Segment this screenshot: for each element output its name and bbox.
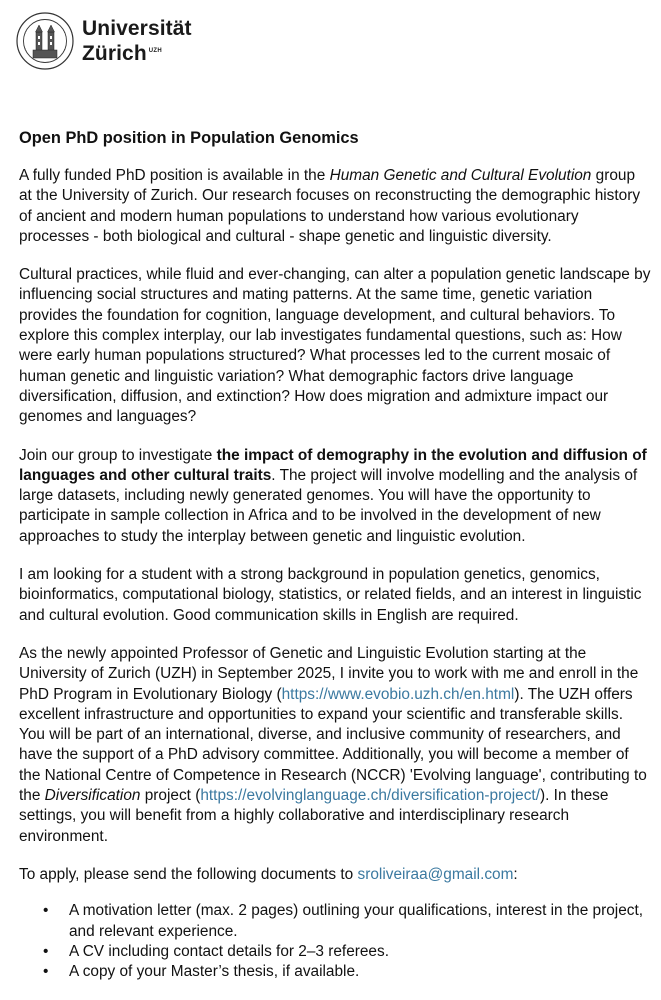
diversification-project-name: Diversification xyxy=(44,787,141,805)
program-text-4: ). In these settings, you will benefit from a highly collaborative and interdisciplinary research environment. xyxy=(19,787,609,845)
bullet-icon: • xyxy=(43,963,49,981)
project-text-start: Join our group to investigate xyxy=(19,446,217,464)
list-item-text: A CV including contact details for 2–3 referees. xyxy=(69,942,389,960)
logo-line-universitat: Universität xyxy=(82,16,192,40)
logo-wordmark xyxy=(82,18,192,65)
evobio-link[interactable]: https://www.evobio.uzh.ch/en.html xyxy=(281,685,515,703)
group-name: Human Genetic and Cultural Evolution xyxy=(329,167,592,184)
list-item xyxy=(19,901,651,942)
apply-text-end: : xyxy=(513,865,518,883)
logo-line-zurich xyxy=(82,40,192,65)
apply-paragraph xyxy=(19,865,651,885)
program-text-1: As the newly appointed Professor of Genetic and Linguistic Evolution starting at the University of Zurich (UZH) in September 2025, I invite you to work with me and enroll in the PhD Program in Evolutionary Biology ( xyxy=(19,644,639,703)
intro-text-end: group at the University of Zurich. Our research focuses on reconstructing the demographic history of ancient and modern human populations to understand how various evolutionary processes - both biological and cultural - shape genetic and linguistic diversity. xyxy=(19,167,641,245)
apply-text-start: To apply, please send the following documents to xyxy=(19,865,358,883)
list-item xyxy=(19,962,651,982)
logo-uzh-superscript: UZH xyxy=(148,47,163,54)
page-title: Open PhD position in Population Genomics xyxy=(19,129,359,147)
diversification-link[interactable]: https://evolvinglanguage.ch/diversification-project/ xyxy=(200,787,540,805)
list-item-text: A motivation letter (max. 2 pages) outlining your qualifications, interest in the project, and relevant experience. xyxy=(69,902,644,940)
documents-list xyxy=(19,901,651,982)
program-text-2: ). The UZH offers excellent infrastructure and opportunities to expand your scientific and transferable skills. You will be part of an international, diverse, and inclusive community of researchers, and have the support of a PhD advisory committee. Additionally, you will become a member of the National Centre of Competence in Research (NCCR) 'Evolving language', contributing to the xyxy=(19,685,647,805)
intro-paragraph xyxy=(19,166,651,247)
program-text-3: project ( xyxy=(140,787,201,805)
university-seal-icon xyxy=(16,12,74,70)
logo-zurich-text: Zürich xyxy=(82,41,147,65)
bullet-icon: • xyxy=(43,902,49,920)
email-link[interactable]: sroliveiraa@gmail.com xyxy=(357,865,514,883)
project-text-end: . The project will involve modelling and the analysis of large datasets, including newly generated genomes. You will have the opportunity to participate in sample collection in Africa and to be involved in the development of new approaches to study the interplay between genetic and linguistic evolution. xyxy=(19,466,638,545)
program-paragraph xyxy=(19,644,651,847)
bullet-icon: • xyxy=(43,942,49,960)
requirements-paragraph: I am looking for a student with a strong background in population genetics, genomics, bioinformatics, computational biology, statistics, or related fields, and an interest in linguistic and cultural evolution. Good communication skills in English are required. xyxy=(19,566,642,624)
posting-body xyxy=(19,128,651,982)
intro-text-start: A fully funded PhD position is available in the xyxy=(19,167,330,184)
uzh-logo[interactable] xyxy=(16,12,192,70)
project-paragraph xyxy=(19,446,651,547)
project-topic-highlight: the impact of demography in the evolution and diffusion of languages and other cultural traits xyxy=(19,446,647,484)
research-questions-paragraph: Cultural practices, while fluid and ever-changing, can alter a population genetic landscape by influencing social structures and mating patterns. At the same time, genetic variation provides the foundation for cognition, language development, and cultural behaviors. To explore this complex interplay, our lab investigates fundamental questions, such as: How were early human populations structured? What processes led to the current mosaic of human genetic and linguistic variation? What demographic factors drive language diversification, diffusion, and extinction? How does migration and admixture impact our genomes and languages? xyxy=(19,266,651,426)
list-item-text: A copy of your Master’s thesis, if available. xyxy=(69,963,360,981)
list-item xyxy=(19,942,651,962)
